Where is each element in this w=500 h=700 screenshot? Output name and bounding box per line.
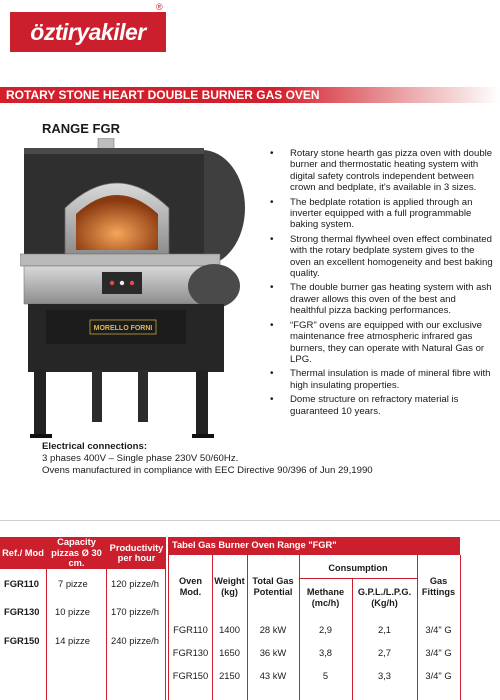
column-separator <box>460 555 461 700</box>
brand-name: öztiryakiler <box>30 18 146 45</box>
power-cell: 43 kW <box>259 670 287 681</box>
oven-photo <box>20 138 246 440</box>
feature-item: • Thermal insulation is made of mineral fibre with high insulating properties. <box>268 368 493 391</box>
registered-mark: ® <box>156 2 163 12</box>
table-row <box>0 632 166 652</box>
methane-cell: 3,8 <box>318 647 333 658</box>
ref-cell: FGR150 <box>4 635 40 646</box>
header-power: Total Gas Potential <box>252 576 294 597</box>
lpg-cell: 2,1 <box>377 624 392 635</box>
fittings-cell: 3/4" G <box>425 624 452 635</box>
brand-logo <box>10 12 166 52</box>
productivity-cell: 170 pizze/h <box>111 606 159 617</box>
header-fittings: Gas Fittings <box>421 576 456 597</box>
gas-table-title: Tabel Gas Burner Oven Range "FGR" <box>172 540 337 550</box>
productivity-cell: 240 pizze/h <box>111 635 159 646</box>
header-weight: Weight (kg) <box>214 576 245 597</box>
feature-list <box>268 148 493 420</box>
ref-cell: FGR130 <box>4 606 40 617</box>
table-row <box>0 603 166 623</box>
oven-cell: FGR150 <box>172 670 209 681</box>
row-separator <box>299 578 417 579</box>
feature-item: • Rotary stone hearth gas pizza oven with double burner and thermostatic heating system with digital safety controls independent between crown and bedplate, it's available in 3 sizes. <box>268 148 493 194</box>
gas-table-title-bar <box>168 537 460 555</box>
header-capacity: Capacity pizzas Ø 30 cm. <box>51 537 102 569</box>
capacity-cell: 10 pizze <box>55 606 90 617</box>
capacity-cell: 7 pizze <box>58 578 88 589</box>
weight-cell: 1400 <box>219 624 240 635</box>
title-banner <box>0 87 500 103</box>
oven-plate-text: MORELLO FORNI <box>93 325 153 332</box>
gas-table <box>168 555 461 700</box>
oven-cell: FGR110 <box>173 624 208 635</box>
header-ref: Ref./ Mod <box>2 547 44 558</box>
table-row <box>0 575 166 595</box>
header-lpg: G.P.L./L.P.G. (Kg/h) <box>357 587 412 608</box>
header-methane: Methane (mc/h) <box>306 587 345 608</box>
divider <box>0 520 500 521</box>
electrical-line-1: 3 phases 400V – Single phase 230V 50/60Hz. <box>42 453 239 464</box>
lpg-cell: 3,3 <box>377 670 392 681</box>
productivity-cell: 120 pizze/h <box>111 578 159 589</box>
feature-item: • Strong thermal flywheel oven effect combinated with the rotary bedplate system gives to the oven an excellent homogeneity and best baking quality. <box>268 234 493 280</box>
power-cell: 36 kW <box>259 647 287 658</box>
feature-item: • The double burner gas heating system with ash drawer allows this oven of the best and healthful pizza backing performances. <box>268 282 493 316</box>
header-oven: Oven Mod. <box>179 576 202 597</box>
fittings-cell: 3/4" G <box>425 670 452 681</box>
capacity-cell: 14 pizze <box>55 635 90 646</box>
methane-cell: 2,9 <box>318 624 333 635</box>
fittings-cell: 3/4" G <box>425 647 452 658</box>
methane-cell: 5 <box>322 670 329 681</box>
feature-item: • Dome structure on refractory material is guaranteed 10 years. <box>268 394 493 417</box>
ref-cell: FGR110 <box>4 578 39 589</box>
header-productivity: Productivity per hour <box>109 542 164 563</box>
feature-item: • “FGR” ovens are equipped with our exclusive maintenance free atmospheric infrared gas burners, they can operate with Natural Gas or LPG. <box>268 320 493 366</box>
header-consumption: Consumption <box>328 563 388 573</box>
power-cell: 28 kW <box>259 624 287 635</box>
electrical-section <box>42 441 373 477</box>
oven-cell: FGR130 <box>172 647 209 658</box>
electrical-line-2: Ovens manufactured in compliance with EEC Directive 90/396 of Jun 29,1990 <box>42 465 373 476</box>
electrical-heading: Electrical connections: <box>42 441 148 452</box>
capacity-table-header <box>0 537 166 569</box>
weight-cell: 1650 <box>219 647 240 658</box>
feature-item: • The bedplate rotation is applied through an inverter equipped with a full programmable baking system. <box>268 197 493 231</box>
lpg-cell: 2,7 <box>377 647 392 658</box>
range-heading: RANGE FGR <box>42 121 120 136</box>
page-title: ROTARY STONE HEART DOUBLE BURNER GAS OVEN <box>6 88 320 102</box>
weight-cell: 2150 <box>219 670 240 681</box>
